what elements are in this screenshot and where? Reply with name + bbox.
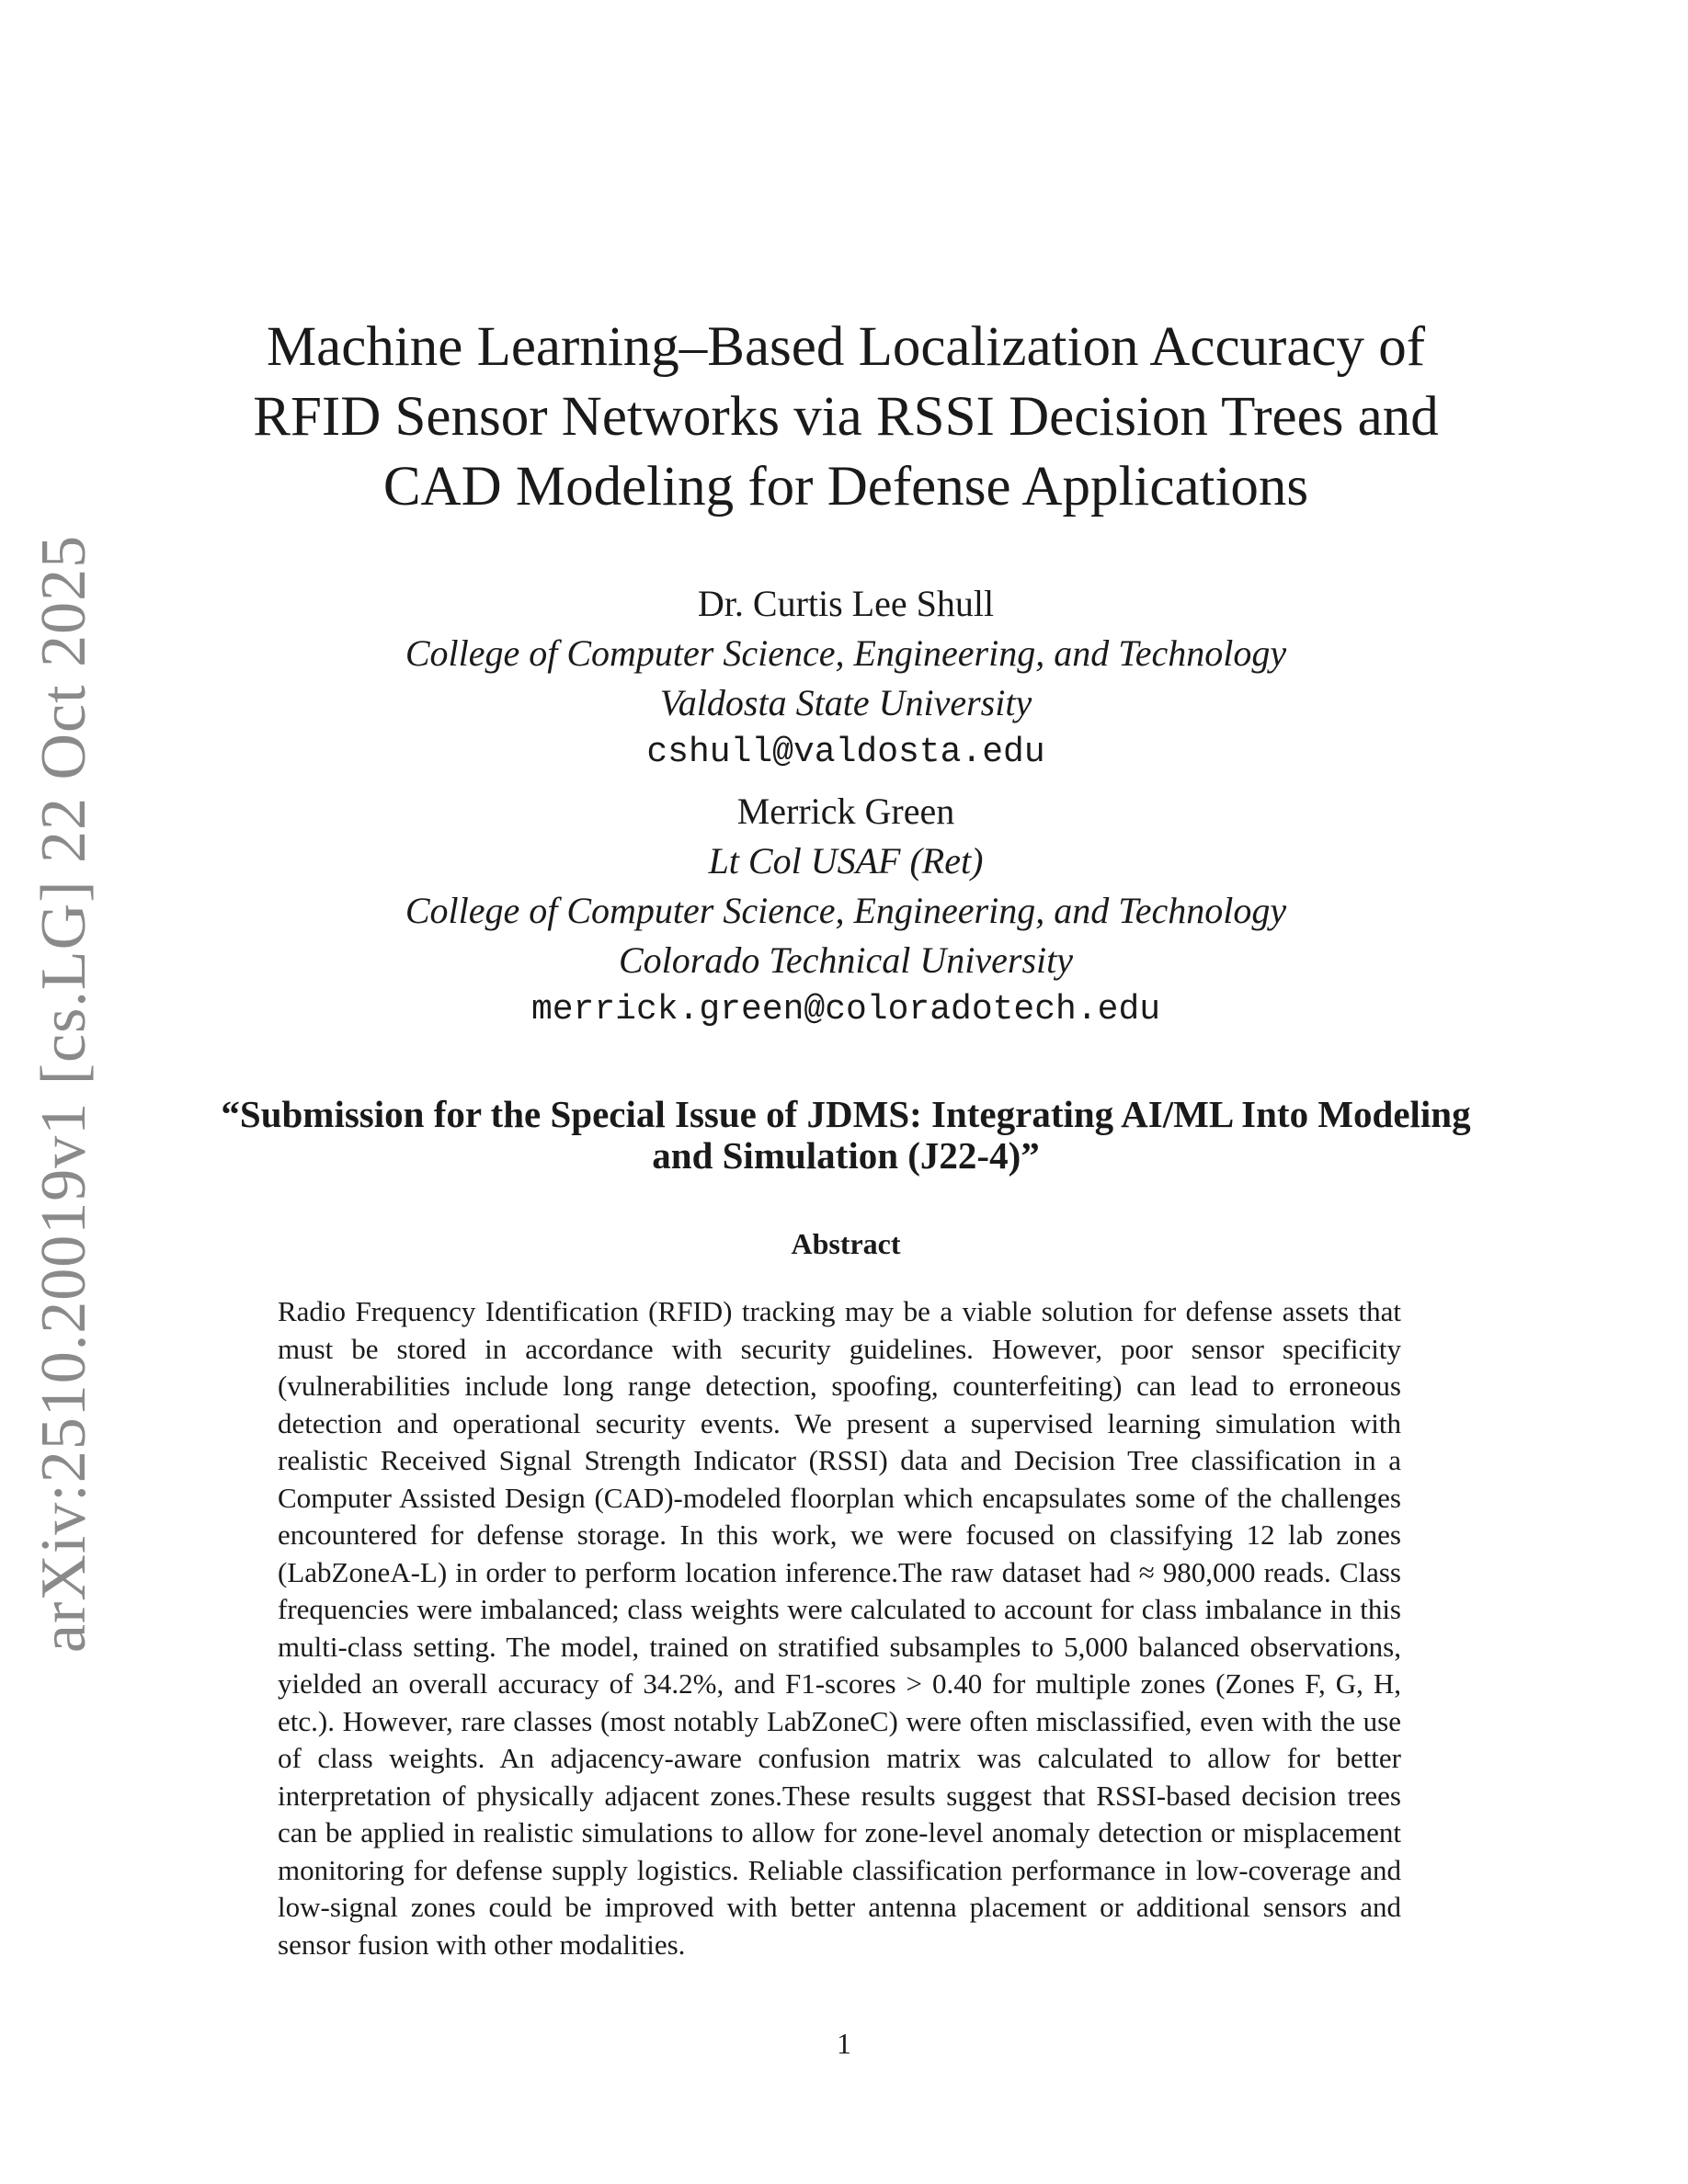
author-list (202, 579, 1489, 1044)
author-block (202, 579, 1489, 778)
arxiv-identifier-stamp: arXiv:2510.20019v1 [cs.LG] 22 Oct 2025 (29, 534, 99, 1654)
title-line: Machine Learning–Based Localization Accuracy of (266, 316, 1426, 378)
title-line: RFID Sensor Networks via RSSI Decision Trees and (253, 386, 1439, 448)
author-affiliation: Lt Col USAF (Ret) (708, 840, 984, 882)
author-block (202, 787, 1489, 1035)
submission-line: “Submission for the Special Issue of JDMS: Integrating AI/ML Into Modeling (221, 1093, 1471, 1135)
submission-note (165, 1094, 1526, 1177)
author-affiliation: College of Computer Science, Engineering, and Technology (405, 890, 1287, 931)
abstract-body: Radio Frequency Identification (RFID) tracking may be a viable solution for defense assets that must be stored in accordance with security guidelines. However, poor sensor specificity (vulnerabilities include long range detection, spoofing, counterfeiting) can lead to erroneous detection and operational security events. We present a supervised learning simulation with realistic Received Signal Strength Indicator (RSSI) data and Decision Tree classification in a Computer Assisted Design (CAD)-modeled floorplan which encapsulates some of the challenges encountered for defense storage. In this work, we were focused on classifying 12 lab zones (LabZoneA-L) in order to perform location inference.The raw dataset had ≈ 980,000 reads. Class frequencies were imbalanced; class weights were calculated to account for class imbalance in this multi-class setting. The model, trained on stratified subsamples to 5,000 balanced observations, yielded an overall accuracy of 34.2%, and F1-scores > 0.40 for multiple zones (Zones F, G, H, etc.). However, rare classes (most notably LabZoneC) were often misclassified, even with the use of class weights. An adjacency-aware confusion matrix was calculated to allow for better interpretation of physically adjacent zones.These results suggest that RSSI-based decision trees can be applied in realistic simulations to allow for zone-level anomaly detection or misplacement monitoring for defense supply logistics. Reliable classification performance in low-coverage and low-signal zones could be improved with better antenna placement or additional sensors and sensor fusion with other modalities. (278, 1295, 1401, 1961)
page-number: 1 (837, 2027, 851, 2060)
author-affiliation: Colorado Technical University (618, 939, 1074, 981)
abstract-heading: Abstract (791, 1227, 901, 1260)
title-line: CAD Modeling for Defense Applications (382, 456, 1309, 518)
author-email[interactable]: cshull@valdosta.edu (646, 733, 1045, 772)
submission-line: and Simulation (J22-4)” (652, 1134, 1040, 1177)
author-affiliation: College of Computer Science, Engineering, and Technology (405, 632, 1287, 674)
author-name: Dr. Curtis Lee Shull (697, 583, 995, 624)
author-email[interactable]: merrick.green@coloradotech.edu (530, 990, 1161, 1029)
paper-title (202, 313, 1489, 522)
author-name: Merrick Green (736, 791, 955, 832)
author-affiliation: Valdosta State University (659, 682, 1032, 723)
